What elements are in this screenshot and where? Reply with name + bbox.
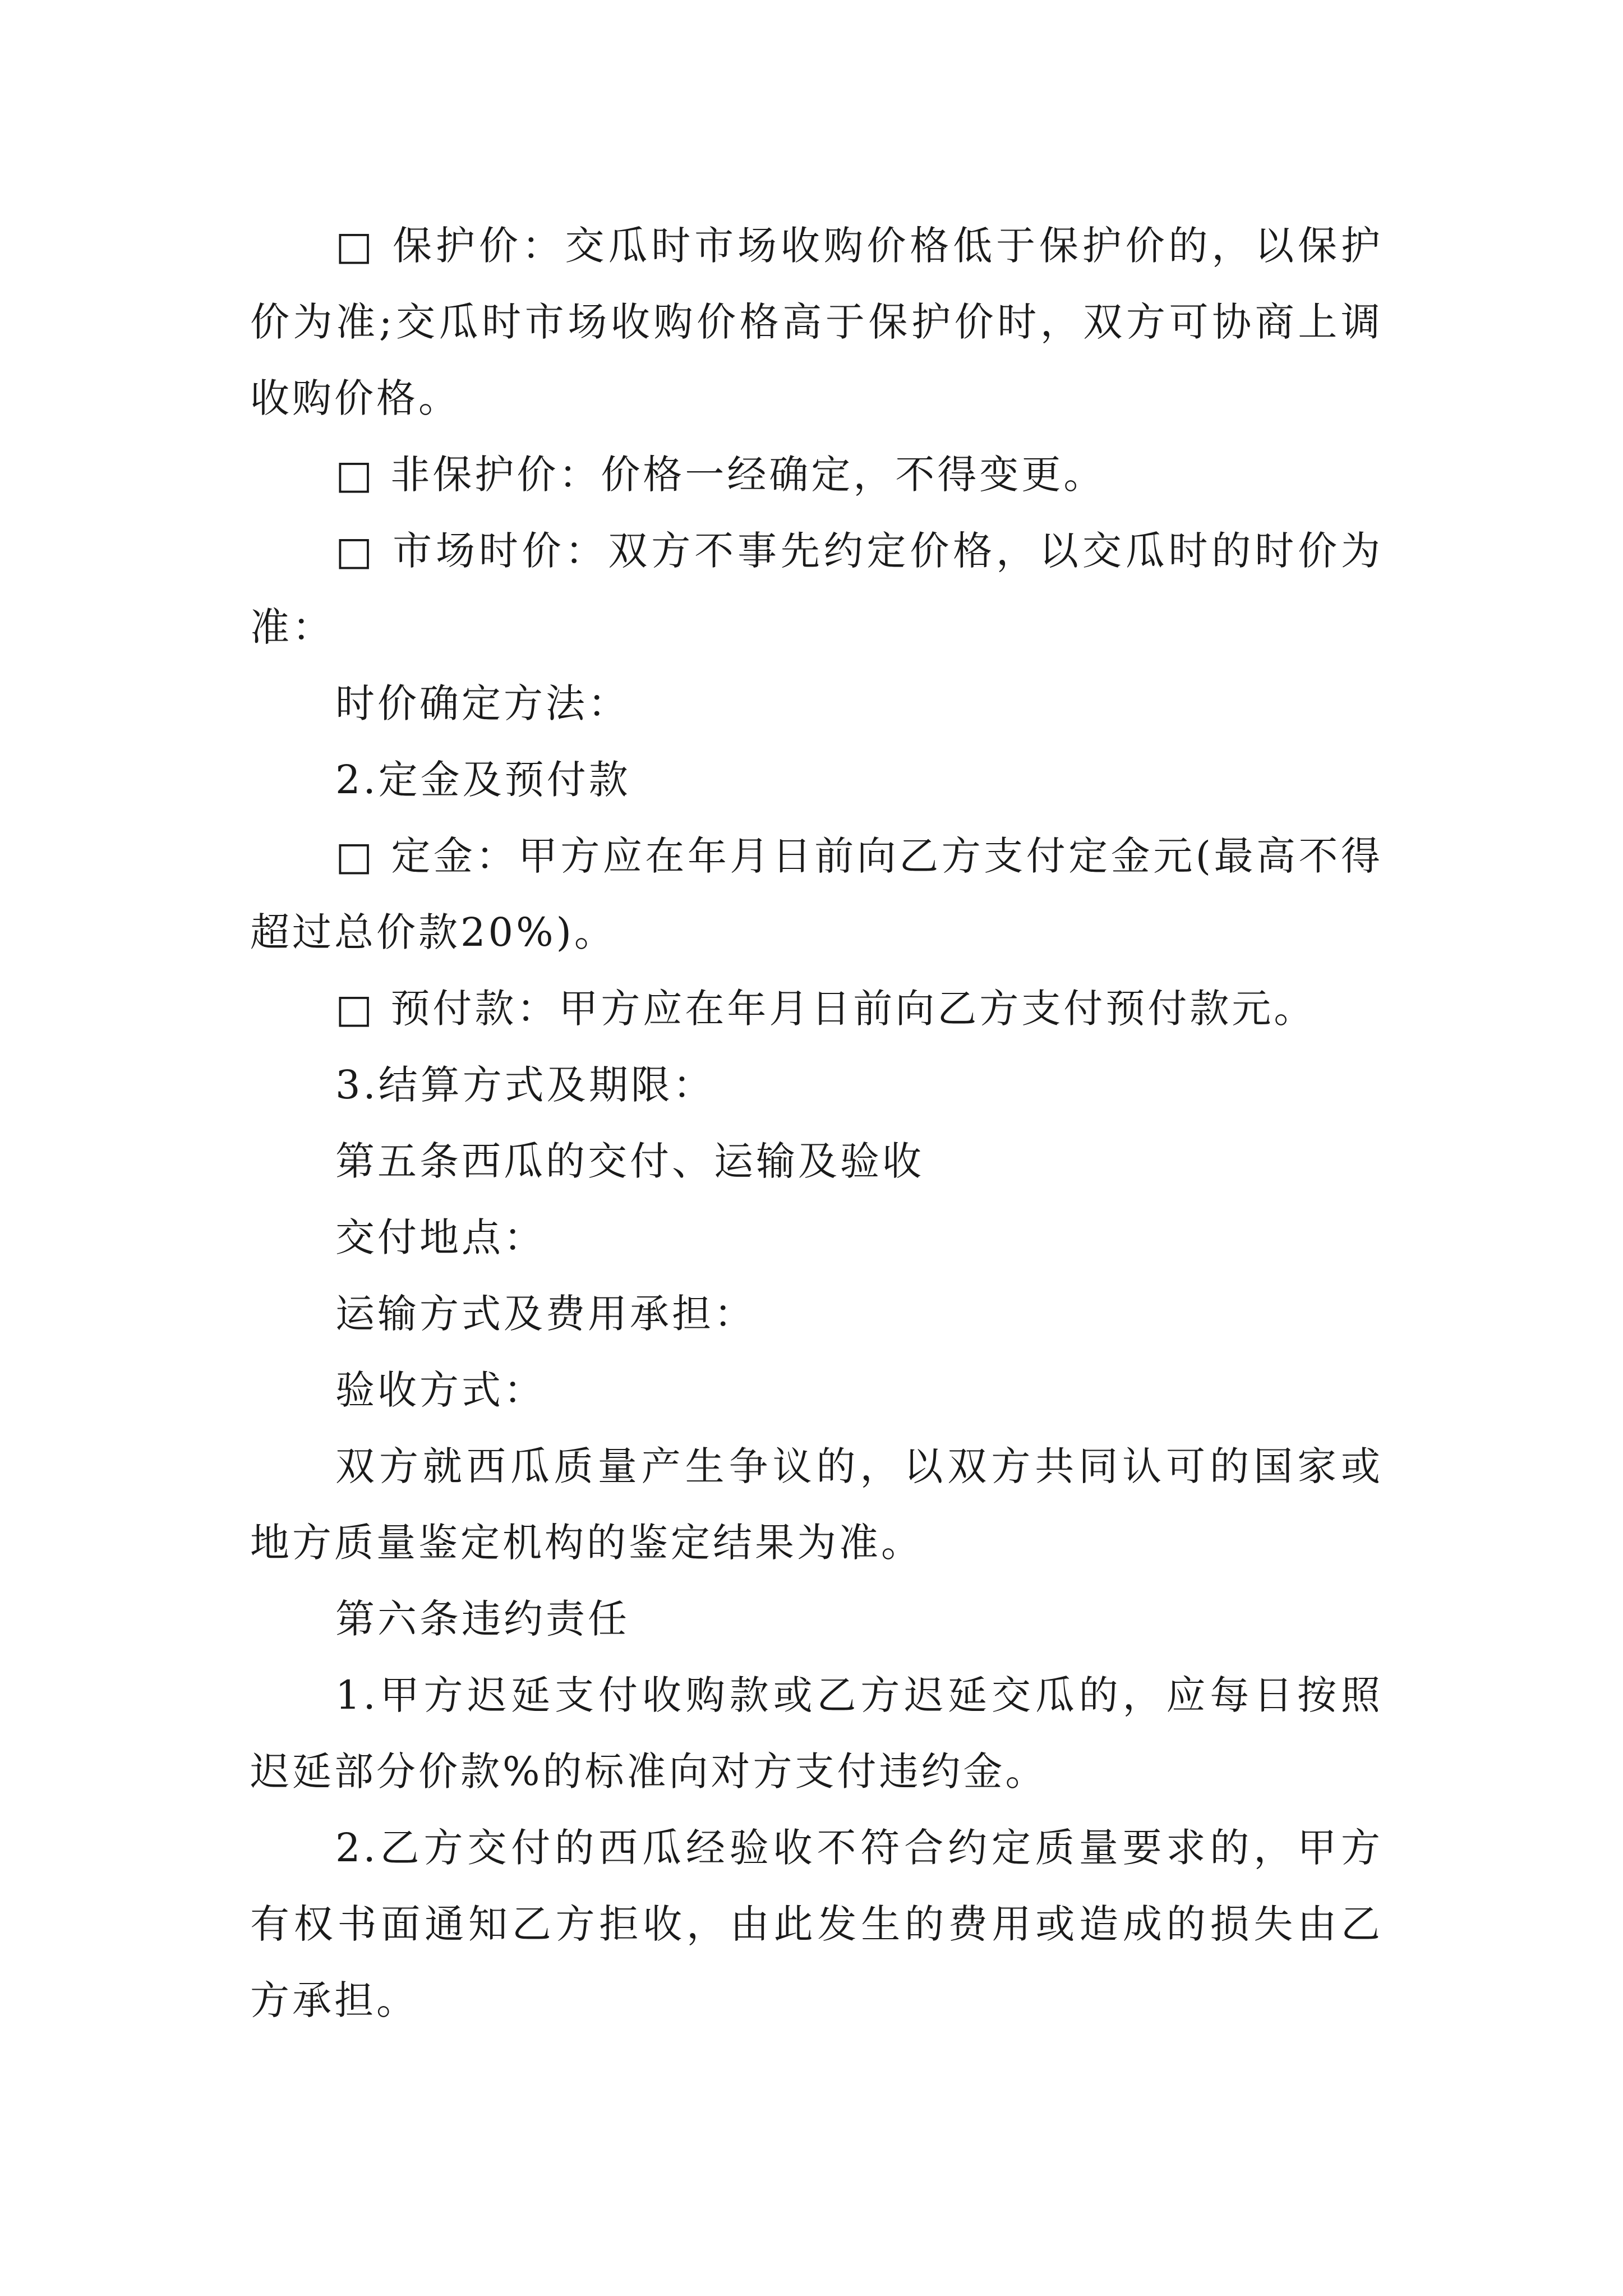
paragraph-liability-1: 1.甲方迟延支付收购款或乙方迟延交瓜的，应每日按照迟延部分价款%的标准向对方支付违约金。 (250, 1672, 1383, 1795)
paragraph-liability-2: 2.乙方交付的西瓜经验收不符合约定质量要求的，甲方有权书面通知乙方拒收，由此发生的费用或造成的损失由乙方承担。 (250, 1825, 1383, 2023)
paragraph-price-method: 时价确定方法： (335, 680, 630, 726)
paragraph-deposit-heading: 2.定金及预付款 (335, 757, 631, 803)
section-heading-article-6: 第六条违约责任 (335, 1596, 630, 1642)
paragraph-transport-method: 运输方式及费用承担： (335, 1291, 756, 1337)
paragraph-acceptance-method: 验收方式： (335, 1367, 546, 1413)
section-heading-article-5: 第五条西瓜的交付、运输及验收 (335, 1138, 924, 1184)
paragraph-quality-dispute: 双方就西瓜质量产生争议的，以双方共同认可的国家或地方质量鉴定机构的鉴定结果为准。 (250, 1443, 1383, 1566)
document-body (250, 208, 1383, 2039)
paragraph-advance-payment-option: □ 预付款：甲方应在年月日前向乙方支付预付款元。 (335, 986, 1316, 1032)
paragraph-market-price-option: □ 市场时价：双方不事先约定价格，以交瓜时的时价为准： (250, 528, 1383, 650)
paragraph-settlement-heading: 3.结算方式及期限： (335, 1062, 715, 1108)
paragraph-deposit-option: □ 定金：甲方应在年月日前向乙方支付定金元(最高不得超过总价款20%)。 (250, 833, 1383, 955)
paragraph-delivery-location: 交付地点： (335, 1214, 546, 1260)
paragraph-non-protected-price-option: □ 非保护价：价格一经确定，不得变更。 (335, 452, 1106, 498)
paragraph-protected-price-option: □ 保护价：交瓜时市场收购价格低于保护价的，以保护价为准;交瓜时市场收购价格高于保护价时，双方可协商上调收购价格。 (250, 223, 1383, 421)
